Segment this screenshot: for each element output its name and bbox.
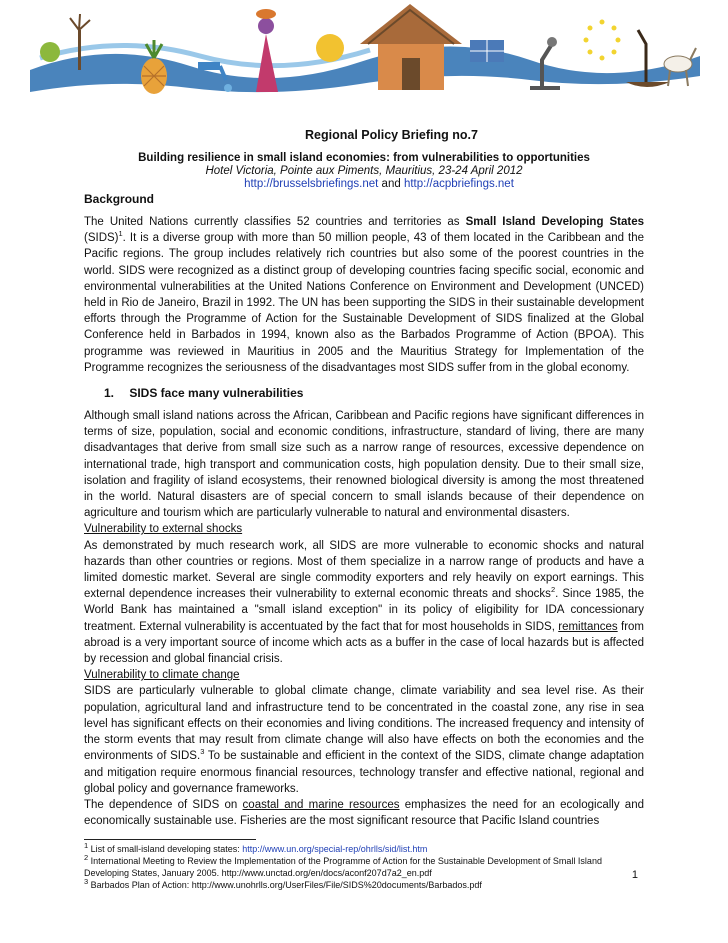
footnote-ref-1: 1 [118, 229, 123, 239]
marine-resources-paragraph: The dependence of SIDS on coastal and marine resources emphasizes the need for an ecologically and economically sustainable use. Fisheries are the most significant resource that Pacific Island countries [84, 798, 644, 828]
external-shocks-paragraph: As demonstrated by much research work, all SIDS are more vulnerable to economic shocks and natural hazards than other countries or regions. Most of them specialize in a narrow range of products and have a limited domestic market. Several are single commodity exporters and rely heavily on export earnings. This external dependence increases their vulnerability to external economic threats and shocks$^2$. Since 1985, the World Bank has maintained a "small island exception" in its policy of eligibility for IDA concessionary treatment. External vulnerability is accentuated by the fact that for most households in SIDS, remittances from abroad is a very important source of income which acts as a buffer in the case of local hazards but is affected by recession and global financial crisis. [84, 539, 644, 666]
footnote-3: $^3$ Barbados Plan of Action: http://www.unohrlls.org/UserFiles/File/SIDS%20documents/Barbados.pdf [84, 877, 482, 891]
climate-change-subheading: Vulnerability to climate change [84, 669, 240, 682]
page-subtitle: Building resilience in small island economies: from vulnerabilities to opportunities [138, 152, 590, 164]
section-1-paragraph: Although small island nations across the African, Caribbean and Pacific regions have significant differences in terms of size, population, social and economic conditions, infrastructure, standard of living, there are many disadvantages that derive from small size such as a narrow range of resources, excessive dependence on international trade, high transport and communication costs, high population density. Due to their small size, isolation and fragility of island ecosystems, their renowned biological diversity is among the most threatened in the world. Natural disasters are of special concern to small islands because of their dependence on agriculture and tourism which are particularly vulnerable to natural and environmental disasters. [84, 410, 644, 520]
external-shocks-subheading: Vulnerability to external shocks [84, 523, 243, 536]
link-joiner: and [381, 178, 401, 190]
event-venue: Hotel Victoria, Pointe aux Piments, Mauritius, 23-24 April 2012 [205, 165, 523, 177]
footnote-2: $^2$ International Meeting to Review the Implementation of the Programme of Action for the Sustainable Development of Small Island Developing States, January 2005. http://www.unctad.org/en/docs/aconf207d7a2_en.pdf [84, 853, 602, 879]
footnote-1: $^1$ List of small-island developing states: http://www.un.org/special-rep/ohrlls/sid/list.htm [84, 841, 428, 855]
footnote-ref-2: 2 [550, 585, 556, 595]
section-1-heading: 1. SIDS face many vulnerabilities [104, 386, 304, 401]
header-banner-illustration [30, 0, 700, 108]
document-page [84, 128, 644, 891]
page-title: Regional Policy Briefing no.7 [305, 128, 478, 142]
climate-change-paragraph: SIDS are particularly vulnerable to global climate change, climate variability and sea level rise. As their population, agricultural land and infrastructure tend to be concentrated in the coastal zone, any rise in sea level has significant effects on their economies and living conditions. The increased frequency and intensity of the storm events that may result from climate change will also have effects on both the economies and the environments of SIDS.$^3$ To be sustainable and efficient in the context of the SIDS, climate change adaptation and mitigation require enormous financial resources, technology transfer and effective national, regional and global policy and governance frameworks. [84, 685, 644, 795]
brusselsbriefings-link[interactable]: http://brusselsbriefings.net [244, 178, 379, 190]
page-number: 1 [631, 869, 638, 881]
footnote-ref-3: 3 [200, 747, 205, 757]
background-paragraph: The United Nations currently classifies 52 countries and territories as Small Island Developing States (SIDS)$^1$. It is a diverse group with more than 50 million people, 43 of them located in the Caribbean and the Pacific regions. The group includes relatively rich countries but also some of the poorest countries in the world. SIDS were recognized as a distinct group of developing countries facing specific social, economic and environmental vulnerabilities at the United Nations Conference on Environment and Development (UNCED) held in Rio de Janeiro, Brazil in 1992. The UN has been supporting the SIDS in their sustainable development efforts through the Programme of Action for the Sustainable Development of SIDS finalized at the Global Conference held in Barbados in 1994, known also as the Barbados Programme of Action (BPOA). This programme was reviewed in Mauritius in 2005 and the Mauritius Strategy for Implementation of the Programme recognizes the seriousness of the disadvantages most SIDS suffer from in the global economy. [84, 216, 645, 374]
footnote-1-link[interactable]: http://www.un.org/special-rep/ohrlls/sid/list.htm [242, 844, 428, 855]
background-heading: Background [84, 192, 155, 206]
acpbriefings-link[interactable]: http://acpbriefings.net [403, 178, 514, 190]
website-links [84, 178, 644, 190]
footnote-divider [84, 839, 256, 840]
